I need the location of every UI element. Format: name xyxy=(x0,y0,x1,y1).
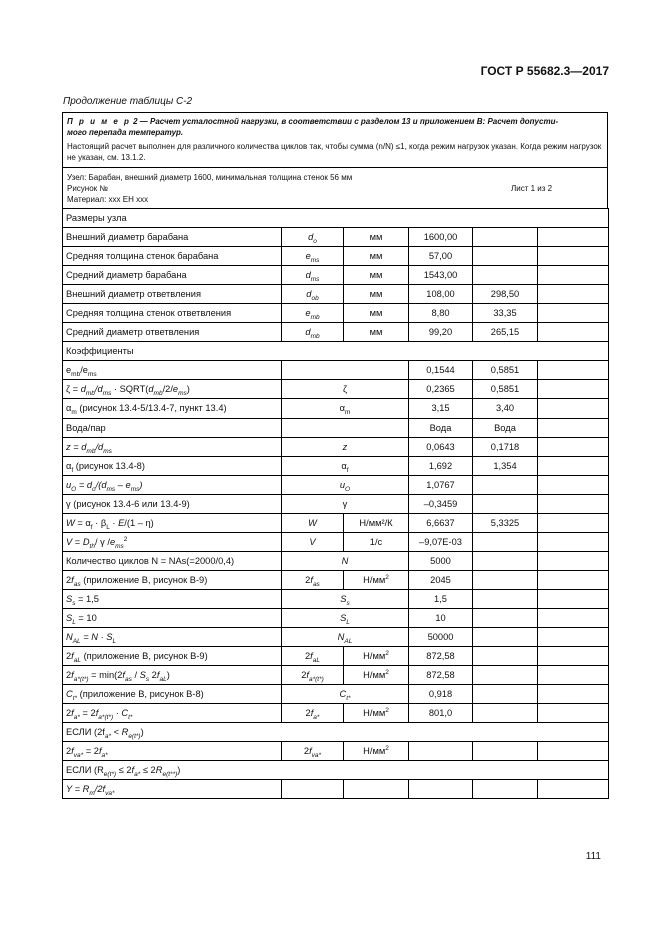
table-row: $\alpha_f$ (рисунок 13.4-8) $\alpha_f$ 1,692 1,354 xyxy=(63,456,609,475)
table-row: Вода/пар Вода Вода xyxy=(63,418,609,437)
example-block xyxy=(62,112,608,167)
table-row: Средний диаметр барабана $d_{ms}$ мм 1543,00 xyxy=(63,266,609,285)
table-row: $u_O = d_o/(d_{ms} - e_{ms})$ $u_O$ 1,0767 xyxy=(63,475,609,494)
example-title: П р и м е р 2 — Расчет усталостной нагрузки, в соответствии с разделом 13 и приложением В: Расчет допусти- мого перепада температур. xyxy=(67,117,559,137)
condition-row: ЕСЛИ $(2f_{a*} < R_{e(t*)})$ xyxy=(63,723,609,742)
table-row: $2f_{va*} = 2f_{a*}$ $2f_{va*}$ $Н/мм^2$ xyxy=(63,742,609,761)
table-row: Внешний диаметр ответвления $d_{ob}$ мм 108,00 298,50 xyxy=(63,285,609,304)
table-continuation-caption: Продолжение таблицы С-2 xyxy=(63,96,193,107)
table-row: $2f_{a*(t*)} = \min(2f_{as} / S_s$ $2f_{aL}$) $2f_{a*(t*)}$ $Н/мм^2$ 872,58 xyxy=(63,666,609,685)
table-row: $C_{t*}$ (приложение В, рисунок В-8) $C_{t*}$ 0,918 xyxy=(63,685,609,704)
example-note: Настоящий расчет выполнен для различного количества циклов так, чтобы сумма (n/N) ≤1, когда режим нагрузок указан. Когда режим нагрузок не указан, см. 13.1.2. xyxy=(67,142,602,162)
sheet-number: Лист 1 из 2 xyxy=(511,184,553,193)
table-row: $Y = R_m/2f_{va*}$ xyxy=(63,780,609,799)
calculation-sheet xyxy=(62,112,608,799)
section-dims: Размеры узла xyxy=(63,209,609,228)
table-row: $e_{mb}/e_{ms}$ 0,1544 0,5851 xyxy=(63,361,609,380)
table-row: γ (рисунок 13.4-6 или 13.4-9) γ –0,3459 xyxy=(63,494,609,513)
unit-material: Материал: xxx EH xxx xyxy=(67,195,149,204)
section-coef: Коэффициенты xyxy=(63,342,609,361)
table-row: $S_s = 1,5$ $S_s$ 1,5 xyxy=(63,589,609,608)
unit-figure: Рисунок № xyxy=(67,184,108,193)
table-row: $2f_{as}$ (приложение В, рисунок В-9) $2f_{as}$ $Н/мм^2$ 2045 xyxy=(63,570,609,589)
table-row: Внешний диаметр барабана $d_o$ мм 1600,00 xyxy=(63,228,609,247)
unit-header xyxy=(62,167,608,208)
condition-row: ЕСЛИ $(R_{e(t*)} \le 2f_{a*} \le 2R_{e(t**)})$ xyxy=(63,761,609,780)
table-row: $\alpha_m$ (рисунок 13.4-5/13.4-7, пункт 13.4) $\alpha_m$ 3,15 3,40 xyxy=(63,399,609,418)
standard-number: ГОСТ Р 55682.3—2017 xyxy=(480,64,609,78)
table-row: $2f_{aL}$ (приложение В, рисунок В-9) $2f_{aL}$ $Н/мм^2$ 872,58 xyxy=(63,647,609,666)
table-row: Средняя толщина стенок барабана $e_{ms}$ мм 57,00 xyxy=(63,247,609,266)
table-row: Средний диаметр ответвления $d_{mb}$ мм 99,20 265,15 xyxy=(63,323,609,342)
table-row: Количество циклов N = NAs(=2000/0,4) N 5000 xyxy=(63,551,609,570)
calculation-table xyxy=(62,208,609,799)
table-row: Средняя толщина стенок ответвления $e_{mb}$ мм 8,80 33,35 xyxy=(63,304,609,323)
table-row: $2f_{a*} = 2f_{a*(t*)} \cdot C_{t*}$ $2f_{a*}$ $Н/мм^2$ 801,0 xyxy=(63,704,609,723)
table-row: $z = d_{mb}/d_{ms}$ z 0,0643 0,1718 xyxy=(63,437,609,456)
table-row: $\zeta = d_{mb}/d_{ms}$ · $SQRT(d_{mb}/2/e_{ms})$ ζ 0,2365 0,5851 xyxy=(63,380,609,399)
page-number: 111 xyxy=(585,851,601,862)
table-row: $W = \alpha_f \cdot \beta_L \cdot E/(1 - \eta)$ W Н/мм²/К 6,6637 5,3325 xyxy=(63,513,609,532)
table-row: $V = D_{th}/$ γ $/e_{ms}^2$ V 1/с –9,07E-03 xyxy=(63,532,609,551)
unit-node: Узел: Барабан, внешний диаметр 1600, минимальная толщина стенок 56 мм xyxy=(67,173,353,182)
table-row: $S_L = 10$ $S_L$ 10 xyxy=(63,608,609,627)
table-row: $N_{AL} = N \cdot S_L$ $N_{AL}$ 50000 xyxy=(63,628,609,647)
